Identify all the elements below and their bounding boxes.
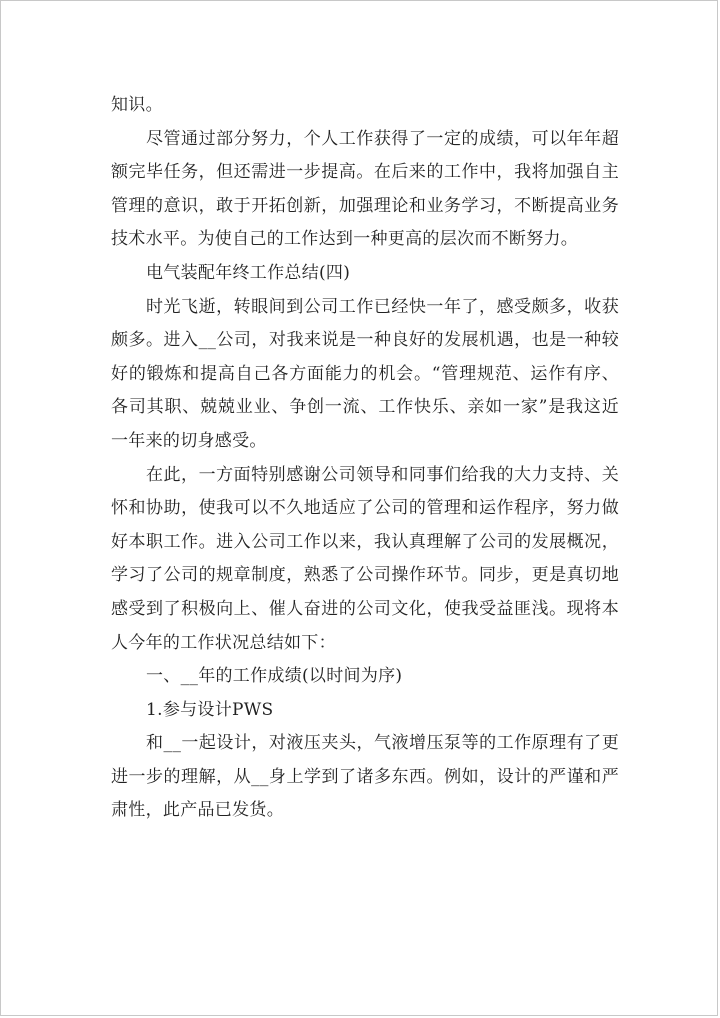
paragraph-summary: 尽管通过部分努力，个人工作获得了一定的成绩，可以年年超额完毕任务，但还需进一步提高。在后来的工作中，我将加强自主管理的意识，敢于开拓创新，加强理论和业务学习，不断提高业务技术水平。为使自己的工作达到一种更高的层次而不断努力。 <box>111 128 619 250</box>
paragraph-intro: 时光飞逝，转眼间到公司工作已经快一年了，感受颇多，收获颇多。进入__公司，对我来说是一种良好的发展机遇，也是一种较好的锻炼和提高自己各方面能力的机会。“管理规范、运作有序、各司其职、兢兢业业、争创一流、工作快乐、亲如一家”是我这近一年来的切身感受。 <box>111 296 619 451</box>
section-heading: 电气装配年终工作总结(四) <box>146 262 351 283</box>
document-body <box>111 89 619 828</box>
paragraph-continuation: 知识。 <box>111 95 163 115</box>
list-item-heading: 1.参与设计PWS <box>146 699 274 720</box>
paragraph-design: 和__一起设计，对液压夹头，气液增压泵等的工作原理有了更进一步的理解，从__身上学到了诸多东西。例如，设计的严谨和严肃性，此产品已发货。 <box>111 733 619 821</box>
subsection-heading: 一、__年的工作成绩(以时间为序) <box>146 666 403 687</box>
paragraph-thanks: 在此，一方面特别感谢公司领导和同事们给我的大力支持、关怀和协助，使我可以不久地适应了公司的管理和运作程序，努力做好本职工作。进入公司工作以来，我认真理解了公司的发展概况，学习了公司的规章制度，熟悉了公司操作环节。同步，更是真切地感受到了积极向上、催人奋进的公司文化，使我受益匪浅。现将本人今年的工作状况总结如下： <box>111 464 619 653</box>
